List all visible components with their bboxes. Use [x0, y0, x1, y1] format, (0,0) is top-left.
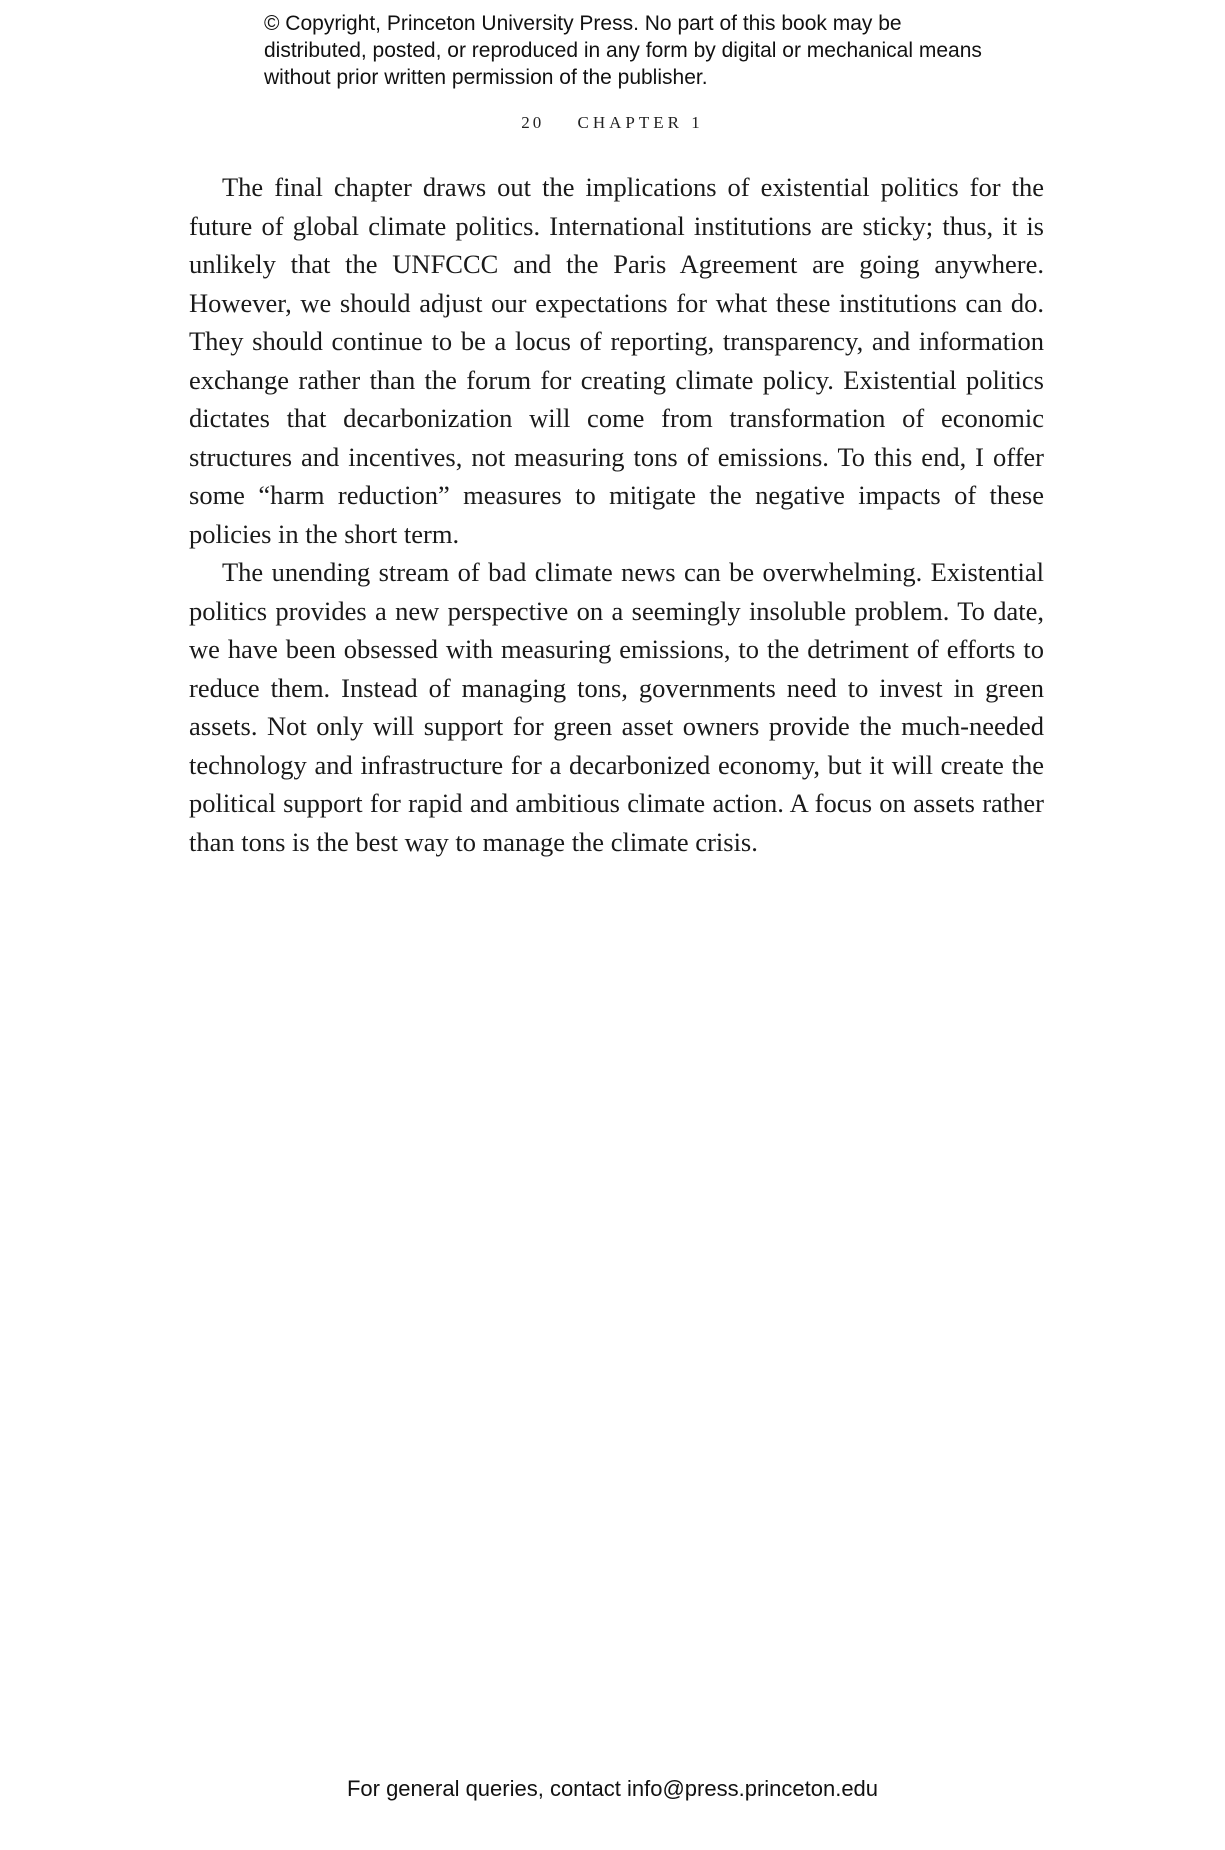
chapter-label: CHAPTER 1	[577, 113, 704, 132]
running-head	[0, 113, 1225, 133]
paragraph: The unending stream of bad climate news can be overwhelming. Existential politics provides a new perspective on a seemingly insoluble problem. To date, we have been obsessed with measuring emissions, to the detriment of efforts to reduce them. Instead of managing tons, governments need to invest in green assets. Not only will support for green asset owners provide the much-needed technology and infrastructure for a decarbonized economy, but it will create the political support for rapid and ambitious climate action. A focus on assets rather than tons is the best way to manage the climate crisis.	[189, 557, 1044, 857]
paragraph: The final chapter draws out the implications of existential politics for the future of global climate politics. International institutions are sticky; thus, it is unlikely that the UNFCCC and the Paris Agreement are going anywhere. However, we should adjust our expectations for what these institutions can do. They should continue to be a locus of reporting, transparency, and information exchange rather than the forum for creating climate policy. Existential politics dictates that decarbonization will come from transformation of economic structures and incentives, not measuring tons of emissions. To this end, I offer some “harm reduction” measures to mitigate the negative impacts of these policies in the short term.	[189, 172, 1044, 549]
copyright-notice: © Copyright, Princeton University Press. No part of this book may be distributed, posted, or reproduced in any form by digital or mechanical means without prior written permission of the publisher.	[264, 12, 982, 89]
body-text	[189, 168, 1044, 861]
page-number: 20	[521, 113, 545, 132]
footer-contact: For general queries, contact info@press.princeton.edu	[346, 1776, 879, 1801]
